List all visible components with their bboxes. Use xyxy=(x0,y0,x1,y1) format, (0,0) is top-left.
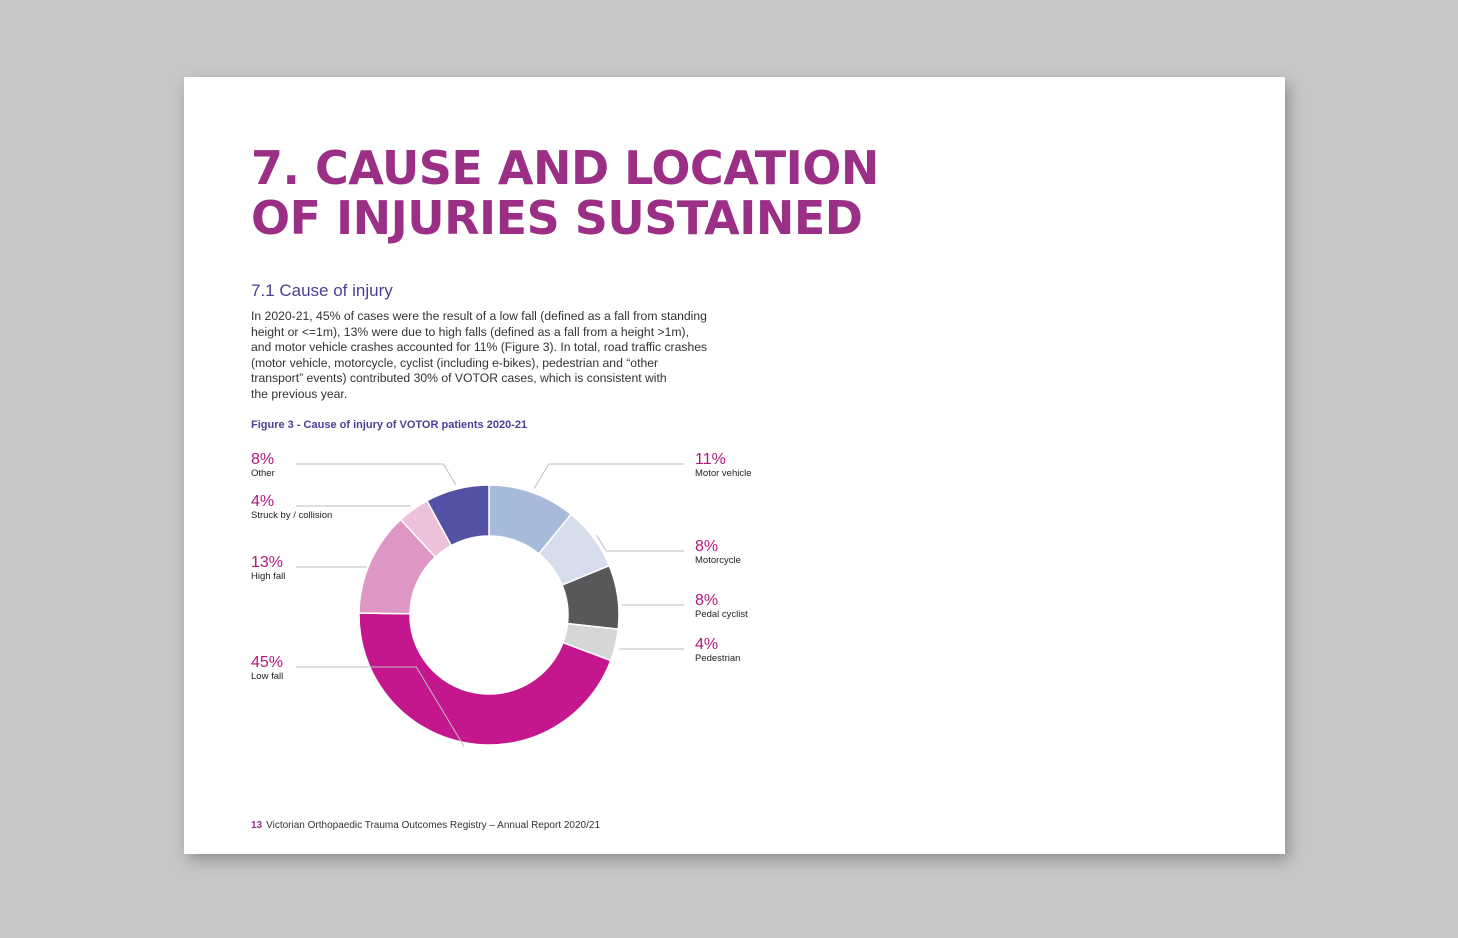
data-label-pedal-cyclist-percent: 8% xyxy=(695,592,719,609)
category-label-pedal-cyclist: Pedal cyclist xyxy=(695,609,748,620)
body-line: the previous year. xyxy=(251,386,348,401)
category-label-struck-by-collision: Struck by / collision xyxy=(251,510,333,521)
body-line: In 2020-21, 45% of cases were the result of a low fall (defined as a fall from standing xyxy=(251,309,707,323)
category-label-high-fall: High fall xyxy=(251,571,286,582)
data-label-high-fall-percent: 13% xyxy=(251,554,284,571)
body-line: height or <=1m), 13% were due to high falls (defined as a fall from a height >1m), xyxy=(251,324,689,339)
data-label-pedestrian-percent: 4% xyxy=(695,636,719,653)
category-label-low-fall: Low fall xyxy=(251,671,284,682)
data-label-low-fall-percent: 45% xyxy=(251,654,284,671)
category-label-other: Other xyxy=(251,468,275,479)
footer-text: Victorian Orthopaedic Trauma Outcomes Registry – Annual Report 2020/21 xyxy=(266,820,601,831)
page-title-line-2: OF INJURIES SUSTAINED xyxy=(251,191,863,245)
cause-of-injury-donut-chart xyxy=(184,77,1285,854)
data-label-motorcycle-percent: 8% xyxy=(695,538,719,555)
data-label-other-percent: 8% xyxy=(251,451,275,468)
page-footer xyxy=(251,820,600,831)
section-heading: 7.1 Cause of injury xyxy=(251,281,393,300)
body-line: (motor vehicle, motorcycle, cyclist (including e-bikes), pedestrian and “other xyxy=(251,355,659,370)
category-label-motor-vehicle: Motor vehicle xyxy=(695,468,752,479)
leader-line-motor-vehicle xyxy=(534,464,684,489)
category-label-motorcycle: Motorcycle xyxy=(695,555,741,566)
page-title-line-1: 7. CAUSE AND LOCATION xyxy=(251,141,879,195)
body-line: and motor vehicle crashes accounted for 11% (Figure 3). In total, road traffic crashes xyxy=(251,340,708,355)
leader-line-other xyxy=(296,464,456,485)
page-number: 13 xyxy=(251,820,263,831)
data-label-struck-by-collision-percent: 4% xyxy=(251,493,275,510)
data-label-motor-vehicle-percent: 11% xyxy=(695,451,726,468)
figure-caption: Figure 3 - Cause of injury of VOTOR patients 2020-21 xyxy=(251,419,528,431)
category-label-pedestrian: Pedestrian xyxy=(695,653,741,664)
report-page xyxy=(184,77,1285,854)
leader-line-motorcycle xyxy=(597,535,684,551)
body-line: transport” events) contributed 30% of VOTOR cases, which is consistent with xyxy=(251,371,667,386)
